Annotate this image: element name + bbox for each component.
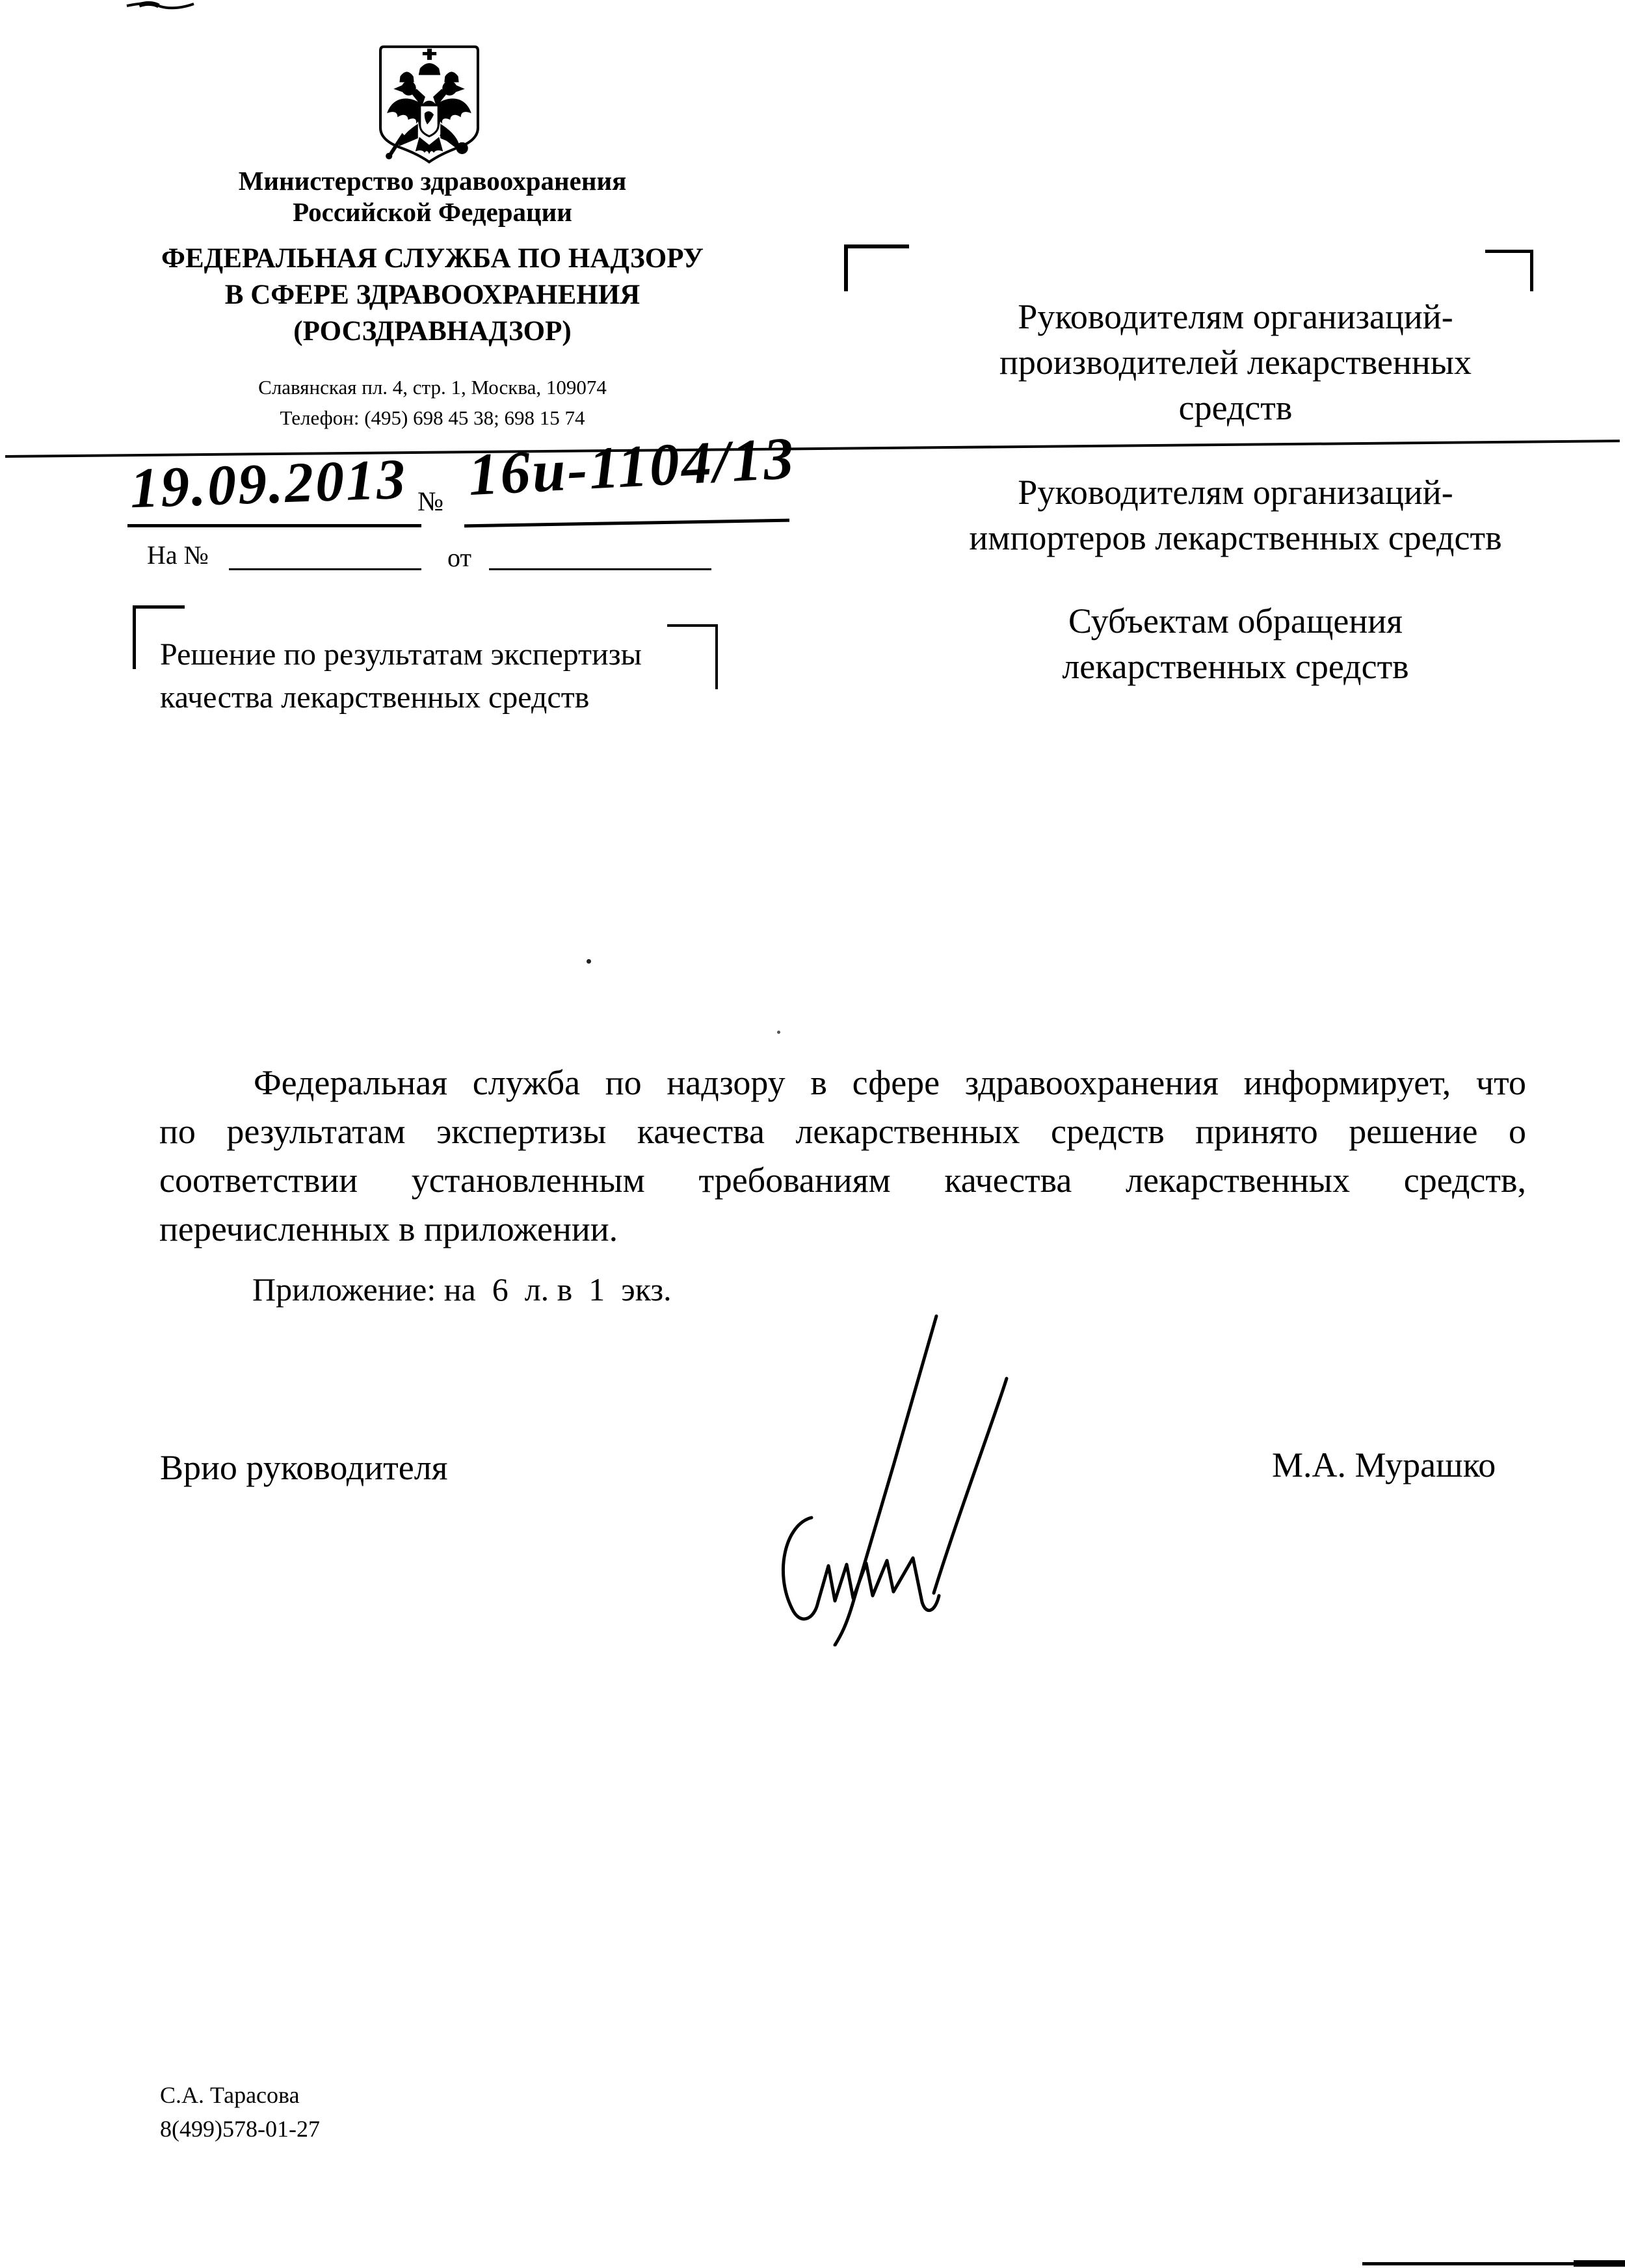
addressee-line: средств: [1178, 388, 1293, 427]
reply-from-label: от: [447, 543, 471, 572]
body-line-4: перечисленных в приложении.: [159, 1209, 618, 1248]
reply-number-label: На №: [147, 540, 209, 570]
date-underline: [127, 524, 421, 527]
russia-coat-of-arms-icon: [378, 44, 480, 165]
signer-position: Врио руководителя: [160, 1448, 448, 1487]
body-line-3: соответствии установленным требованиям качества лекарственных средств,: [159, 1161, 1526, 1200]
addressee-bracket-topleft-h: [844, 244, 909, 248]
addressee-block-3: [878, 598, 1593, 689]
addressee-line: производителей лекарственных: [999, 343, 1472, 382]
subject-bracket-topleft-h: [133, 605, 185, 609]
ministry-name: [98, 165, 767, 228]
contact-block: [98, 372, 767, 433]
executor-name: С.А. Тарасова: [160, 2082, 300, 2108]
signer-name: М.А. Мурашко: [1272, 1445, 1496, 1484]
service-line-3: (РОСЗДРАВНАДЗОР): [293, 316, 572, 347]
subject-block: [160, 633, 706, 719]
handwritten-date: 19.09.2013: [129, 447, 408, 521]
addressee-bracket-topright-h: [1485, 250, 1533, 253]
phone-line: Телефон: (495) 698 45 38; 698 15 74: [280, 406, 585, 429]
addressee-bracket-topleft-v: [844, 244, 848, 291]
handwritten-number: 16и-1104/13: [466, 424, 797, 508]
ministry-line-1: Министерство здравоохранения: [238, 166, 627, 196]
ministry-line-2: Российской Федерации: [293, 197, 572, 227]
subject-bracket-topright-h: [667, 624, 718, 627]
handwritten-signature-icon: [697, 1308, 1042, 1646]
address-line: Славянская пл. 4, стр. 1, Москва, 109074: [258, 376, 607, 399]
scan-speck: [777, 1031, 780, 1034]
addressee-line: Субъектам обращения: [1068, 601, 1403, 640]
number-sign: №: [417, 487, 444, 517]
reply-date-underline: [489, 568, 711, 570]
addressee-bracket-topright-v: [1530, 250, 1533, 291]
subject-bracket-topleft-v: [133, 605, 136, 669]
body-line-1: Федеральная служба по надзору в сфере здравоохранения информирует, что: [254, 1063, 1526, 1102]
executor-phone: 8(499)578-01-27: [160, 2116, 320, 2142]
reply-number-underline: [229, 568, 421, 570]
addressee-block-2: [878, 469, 1593, 560]
subject-line-1: Решение по результатам экспертизы: [160, 637, 642, 672]
scan-edge-artifact: [1574, 2260, 1625, 2267]
executor-block: [160, 2078, 320, 2146]
service-line-2: В СФЕРЕ ЗДРАВООХРАНЕНИЯ: [224, 280, 641, 310]
addressee-line: Руководителям организаций-: [1018, 473, 1453, 512]
addressee-line: Руководителям организаций-: [1018, 297, 1453, 336]
addressee-block-1: [878, 294, 1593, 430]
service-name: [78, 241, 787, 350]
body-line-2: по результатам экспертизы качества лекарственных средств принято решение о: [159, 1112, 1526, 1151]
attachment-line: Приложение: на 6 л. в 1 экз.: [252, 1271, 672, 1308]
subject-bracket-topright-v: [715, 624, 718, 689]
number-underline: [464, 519, 789, 528]
body-paragraph: [159, 1059, 1526, 1254]
service-line-1: ФЕДЕРАЛЬНАЯ СЛУЖБА ПО НАДЗОРУ: [161, 243, 704, 274]
addressee-line: лекарственных средств: [1062, 647, 1409, 686]
addressee-line: импортеров лекарственных средств: [969, 518, 1502, 557]
scan-speck: [587, 959, 591, 964]
pen-stroke-mark: [125, 0, 196, 13]
subject-line-2: качества лекарственных средств: [160, 680, 590, 715]
